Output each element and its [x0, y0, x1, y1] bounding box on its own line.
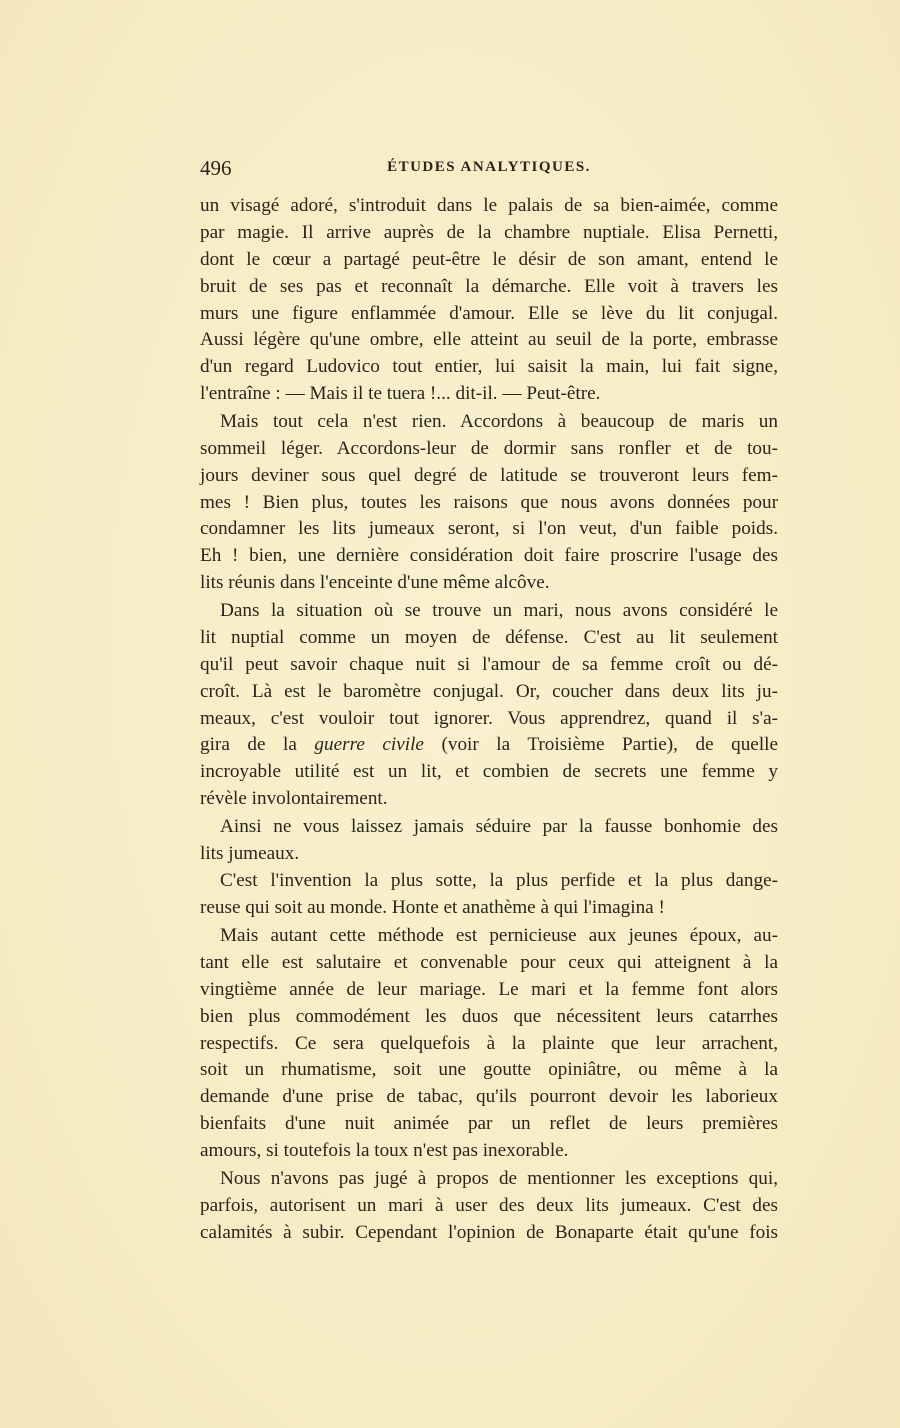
paragraph: [200, 868, 778, 922]
text-line: respectifs. Ce sera quelquefois à la plainte que leur arrachent,: [200, 1032, 778, 1054]
text-line: bien plus commodément les duos que nécessitent leurs catarrhes: [200, 1005, 778, 1027]
text-line: amours, si toutefois la toux n'est pas inexorable.: [200, 1140, 569, 1162]
page-number: 496: [200, 156, 232, 180]
text-segment: gira de la: [200, 734, 315, 756]
text-line: Mais autant cette méthode est pernicieuse aux jeunes époux, au-: [220, 925, 778, 947]
paragraph: [200, 598, 778, 813]
paragraph: [200, 923, 778, 1165]
page-header: [200, 156, 778, 184]
text-line: Nous n'avons pas jugé à propos de mentionner les exceptions qui,: [220, 1167, 778, 1189]
text-line: [200, 732, 778, 759]
text-line: parfois, autorisent un mari à user des deux lits jumeaux. C'est des: [200, 1194, 778, 1216]
text-line: soit un rhumatisme, soit une goutte opiniâtre, ou même à la: [200, 1059, 778, 1081]
italic-text: guerre civile: [314, 734, 424, 756]
text-line: Mais tout cela n'est rien. Accordons à beaucoup de maris un: [220, 410, 778, 432]
text-line: calamités à subir. Cependant l'opinion de Bonaparte était qu'une fois: [200, 1221, 778, 1243]
text-line: lits réunis dans l'enceinte d'une même alcôve.: [200, 572, 550, 594]
text-line: bienfaits d'une nuit animée par un reflet de leurs premières: [200, 1113, 778, 1135]
text-line: mes ! Bien plus, toutes les raisons que nous avons données pour: [200, 491, 778, 513]
text-line: un visagé adoré, s'introduit dans le palais de sa bien-aimée, comme: [200, 195, 778, 216]
text-line: sommeil léger. Accordons-leur de dormir sans ronfler et de tou-: [200, 437, 778, 459]
text-line: bruit de ses pas et reconnaît la démarche. Elle voit à travers les: [200, 275, 778, 297]
text-line: lit nuptial comme un moyen de défense. C'est au lit seulement: [200, 626, 778, 648]
body-text: [200, 193, 778, 1247]
paragraph: [200, 409, 778, 597]
text-line: Dans la situation où se trouve un mari, nous avons considéré le: [220, 599, 778, 621]
text-line: tant elle est salutaire et convenable pour ceux qui atteignent à la: [200, 951, 778, 973]
text-line: lits jumeaux.: [200, 842, 300, 864]
text-line: d'un regard Ludovico tout entier, lui saisit la main, lui fait signe,: [200, 356, 778, 378]
text-line: croît. Là est le baromètre conjugal. Or, coucher dans deux lits ju-: [200, 680, 778, 702]
text-line: C'est l'invention la plus sotte, la plus perfide et la plus dange-: [220, 870, 778, 892]
running-title: ÉTUDES ANALYTIQUES.: [387, 159, 591, 175]
paragraph: [200, 193, 778, 408]
text-line: Ainsi ne vous laissez jamais séduire par la fausse bonhomie des: [220, 815, 778, 837]
text-line: reuse qui soit au monde. Honte et anathème à qui l'imagina !: [200, 897, 665, 919]
paragraph: [200, 814, 778, 868]
text-line: Eh ! bien, une dernière considération doit faire proscrire l'usage des: [200, 545, 778, 567]
text-line: dont le cœur a partagé peut-être le désir de son amant, entend le: [200, 248, 778, 270]
text-line: murs une figure enflammée d'amour. Elle se lève du lit conjugal.: [200, 302, 778, 324]
text-line: révèle involontairement.: [200, 788, 388, 810]
text-line: incroyable utilité est un lit, et combien de secrets une femme y: [200, 761, 778, 783]
paragraph: [200, 1166, 778, 1247]
text-segment: (voir la Troisième Partie), de quelle: [423, 734, 778, 756]
text-line: jours deviner sous quel degré de latitude se trouveront leurs fem-: [200, 464, 778, 486]
text-line: demande d'une prise de tabac, qu'ils pourront devoir les laborieux: [200, 1086, 778, 1108]
text-line: qu'il peut savoir chaque nuit si l'amour de sa femme croît ou dé-: [200, 653, 778, 675]
text-line: meaux, c'est vouloir tout ignorer. Vous apprendrez, quand il s'a-: [200, 707, 778, 729]
text-line: condamner les lits jumeaux seront, si l'on veut, d'un faible poids.: [200, 518, 778, 540]
text-line: vingtième année de leur mariage. Le mari et la femme font alors: [200, 978, 778, 1000]
text-line: Aussi légère qu'une ombre, elle atteint au seuil de la porte, embrasse: [200, 329, 778, 351]
text-line: par magie. Il arrive auprès de la chambre nuptiale. Elisa Pernetti,: [200, 221, 778, 243]
text-line: l'entraîne : — Mais il te tuera !... dit-il. — Peut-être.: [200, 383, 601, 405]
